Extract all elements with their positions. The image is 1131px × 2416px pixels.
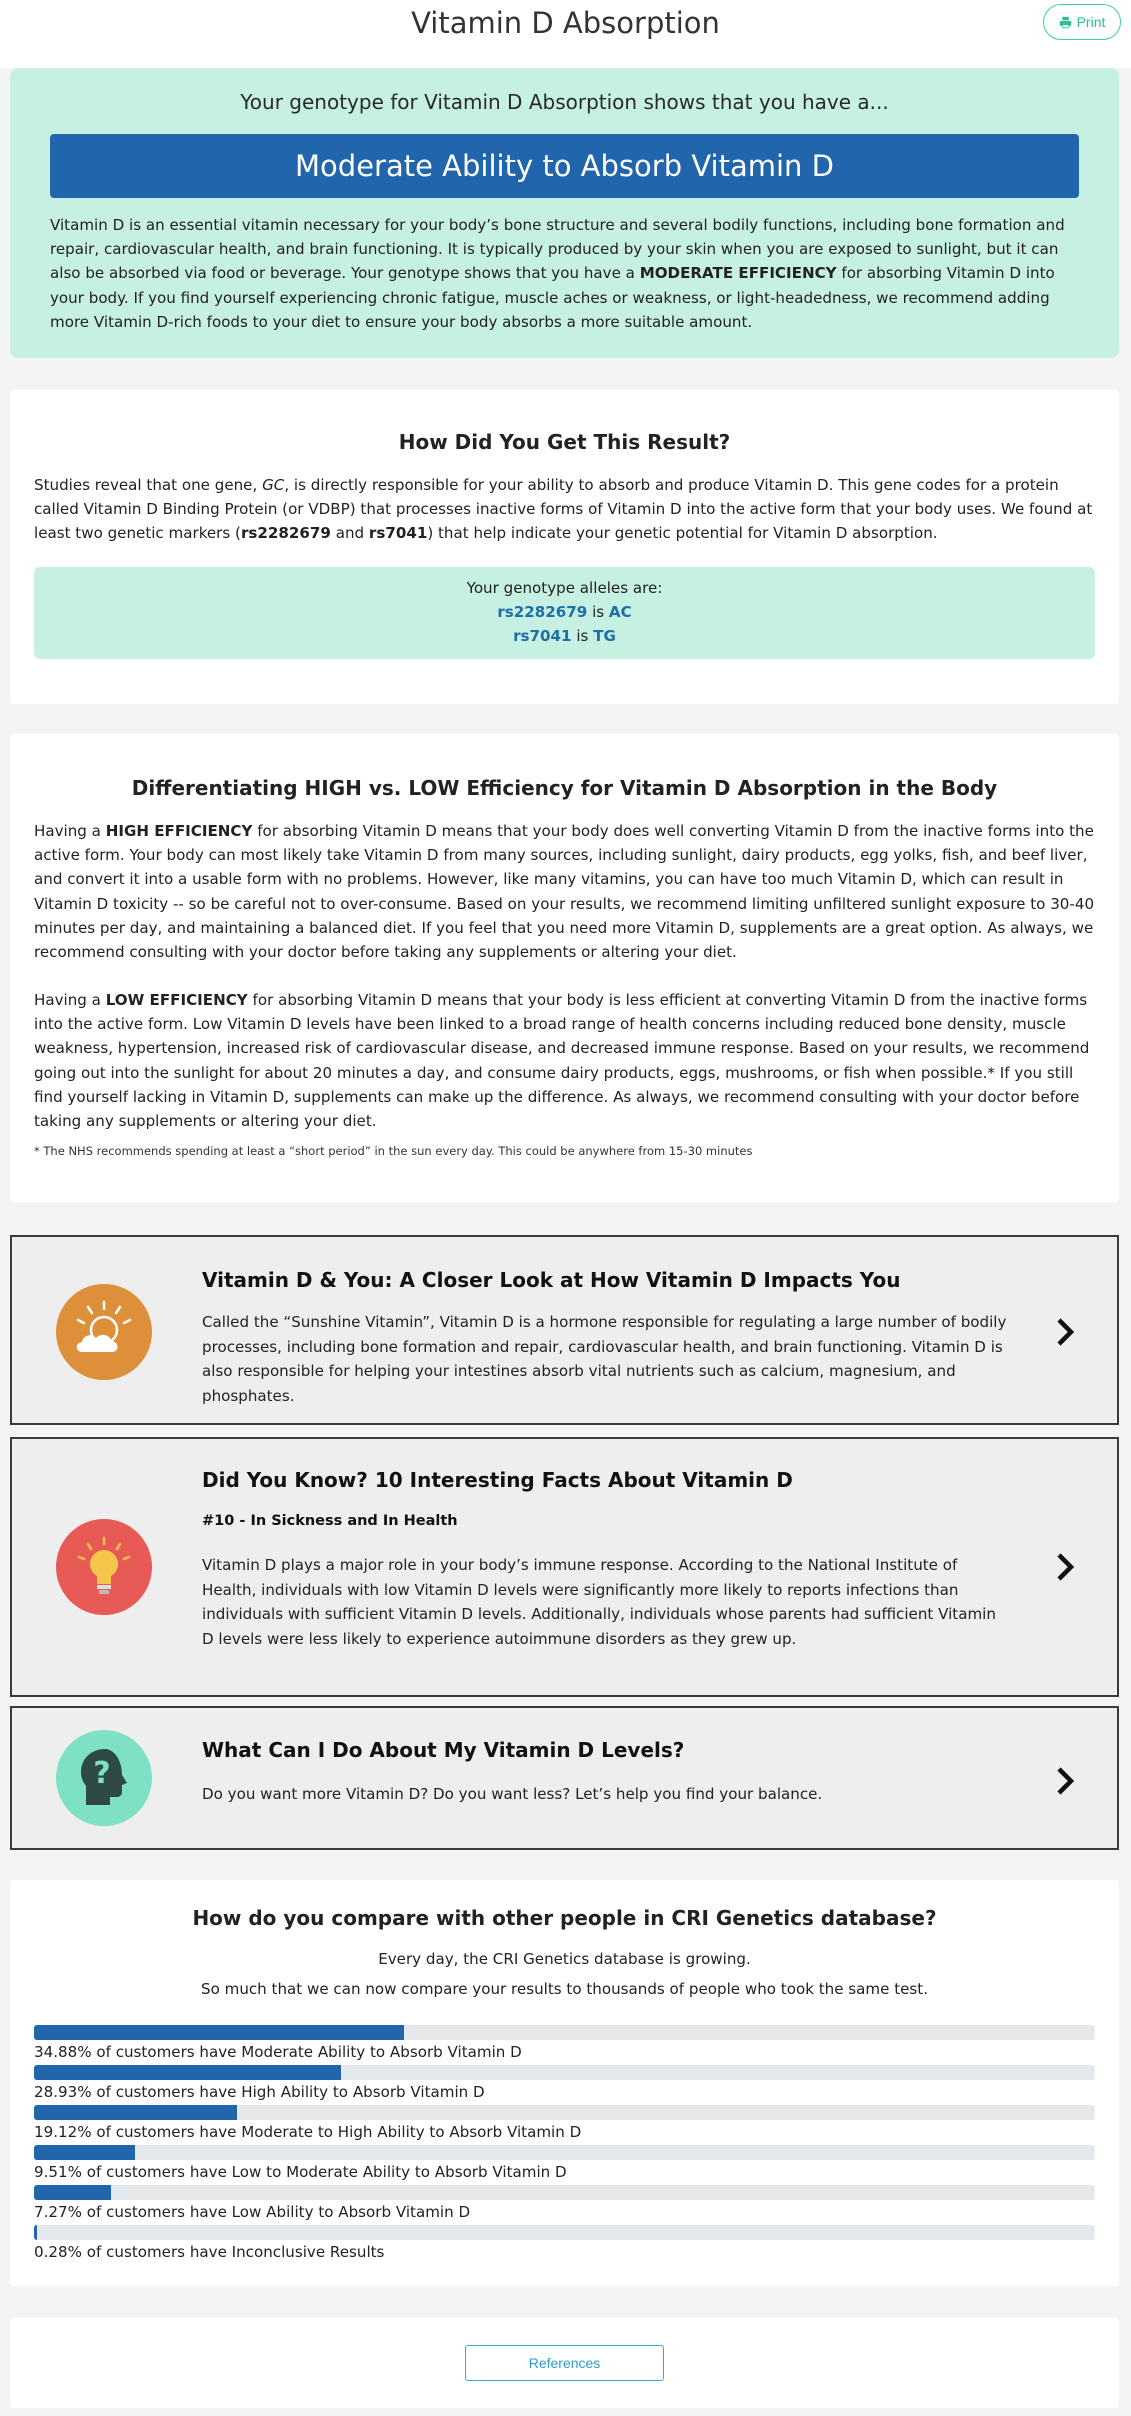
compare-section	[10, 1880, 1119, 2286]
result-banner: Moderate Ability to Absorb Vitamin D	[50, 134, 1079, 198]
print-label: Print	[1076, 14, 1106, 30]
allele-row: rs2282679 is AC	[497, 603, 632, 621]
stat-bar-fill	[34, 2065, 341, 2080]
efficiency-section	[10, 734, 1119, 1202]
info-card-vitamin-d-and-you[interactable]	[10, 1235, 1119, 1425]
how-title: How Did You Get This Result?	[398, 430, 731, 454]
compare-subtitle: Every day, the CRI Genetics database is growing.	[378, 1950, 751, 1968]
page-title: Vitamin D Absorption	[411, 6, 720, 40]
stat-row	[34, 2185, 1095, 2225]
stat-bar-track	[34, 2225, 1095, 2240]
stat-row	[34, 2145, 1095, 2185]
stat-bar-fill	[34, 2185, 111, 2200]
printer-icon	[1059, 16, 1072, 29]
stat-label: 34.88% of customers have Moderate Ability to Absorb Vitamin D	[34, 2043, 522, 2061]
result-summary	[10, 68, 1119, 358]
chevron-right-icon[interactable]	[1055, 1766, 1075, 1796]
compare-title: How do you compare with other people in CRI Genetics database?	[192, 1906, 937, 1930]
card-subtitle: #10 - In Sickness and In Health	[202, 1513, 458, 1529]
stat-bar-fill	[34, 2025, 404, 2040]
header	[0, 0, 1131, 68]
chevron-right-icon[interactable]	[1055, 1317, 1075, 1347]
chevron-right-icon[interactable]	[1055, 1552, 1075, 1582]
stat-bar-track	[34, 2025, 1095, 2040]
stat-label: 7.27% of customers have Low Ability to Absorb Vitamin D	[34, 2203, 471, 2221]
card-text: Do you want more Vitamin D? Do you want less? Let’s help you find your balance.	[202, 1785, 823, 1803]
stats-list	[34, 2025, 1095, 2265]
sun-cloud-icon	[56, 1284, 152, 1380]
stat-row	[34, 2225, 1095, 2265]
stat-bar-fill	[34, 2225, 37, 2240]
stat-row	[34, 2025, 1095, 2065]
stat-label: 0.28% of customers have Inconclusive Results	[34, 2243, 385, 2261]
svg-text:?: ?	[93, 1756, 111, 1791]
result-description: Vitamin D is an essential vitamin necessary for your body’s bone structure and several bodily functions, including bone formation and repair, cardiovascular health, and brain functioning. It is typically produced by your skin when you are exposed to sunlight, but it can also be absorbed via food or beverage. Your genotype shows that you have a MODERATE EFFICIENCY for absorbing Vitamin D into your body. If you find yourself experiencing chronic fatigue, muscle aches or weakness, or light-headedness, we recommend adding more Vitamin D-rich foods to your diet to ensure your body absorbs a more suitable amount.	[50, 216, 1065, 331]
card-text: Vitamin D plays a major role in your body’s immune response. According to the National Institute of Health, individuals with low Vitamin D levels were significantly more likely to reports infections than individuals with sufficient Vitamin D levels. Additionally, individuals whose parents had sufficient Vitamin D levels were less likely to experience autoimmune disorders as they grew up.	[202, 1556, 996, 1648]
result-intro: Your genotype for Vitamin D Absorption shows that you have a...	[240, 90, 889, 114]
stat-row	[34, 2105, 1095, 2145]
how-result-section	[10, 390, 1119, 704]
info-card-what-can-i-do[interactable]	[10, 1706, 1119, 1850]
card-title: What Can I Do About My Vitamin D Levels?	[202, 1738, 685, 1762]
stat-bar-track	[34, 2185, 1095, 2200]
allele-row: rs7041 is TG	[513, 627, 616, 645]
references-button[interactable]: References	[465, 2345, 664, 2381]
stat-bar-track	[34, 2145, 1095, 2160]
info-card-facts[interactable]	[10, 1437, 1119, 1697]
head-question-icon	[56, 1730, 152, 1826]
stat-bar-fill	[34, 2105, 237, 2120]
footnote: * The NHS recommends spending at least a “short period” in the sun every day. This could be anywhere from 15-30 minutes	[34, 1144, 753, 1158]
high-efficiency-paragraph: Having a HIGH EFFICIENCY for absorbing Vitamin D means that your body does well converting Vitamin D from the inactive forms into the active form. Your body can most likely take Vitamin D from many sources, including sunlight, dairy products, egg yolks, fish, and beef liver, and convert it into a usable form with no problems. However, like many vitamins, you can have too much Vitamin D, which can result in Vitamin D toxicity -- so be careful not to over-consume. Based on your results, we recommend limiting unfiltered sunlight exposure to 30-40 minutes per day, and maintaining a balanced diet. If you feel that you need more Vitamin D, supplements are a great option. As always, we recommend consulting with your doctor before taking any supplements or altering your diet.	[34, 822, 1095, 962]
stat-bar-track	[34, 2065, 1095, 2080]
alleles-heading: Your genotype alleles are:	[466, 579, 663, 597]
card-text: Called the “Sunshine Vitamin”, Vitamin D is a hormone responsible for regulating a large number of bodily processes, including bone formation and repair, cardiovascular health, and brain functioning. Vitamin D is also responsible for helping your intestines absorb vital nutrients such as calcium, magnesium, and phosphates.	[202, 1313, 1007, 1405]
low-efficiency-paragraph: Having a LOW EFFICIENCY for absorbing Vitamin D means that your body is less efficient at converting Vitamin D from the inactive forms into the active form. Low Vitamin D levels have been linked to a broad range of health concerns including reduced bone density, muscle weakness, hypertension, increased risk of cardiovascular disease, and decreased immune response. Based on your results, we recommend going out into the sunlight for about 20 minutes a day, and consume dairy products, eggs, mushrooms, or fish when possible.* If you still find yourself lacking in Vitamin D, supplements can make up the difference. As always, we recommend consulting with your doctor before taking any supplements or altering your diet.	[34, 991, 1090, 1131]
references-section	[10, 2318, 1119, 2408]
card-title: Vitamin D & You: A Closer Look at How Vitamin D Impacts You	[202, 1268, 901, 1292]
compare-subtitle: So much that we can now compare your results to thousands of people who took the same test.	[201, 1980, 928, 1998]
how-paragraph: Studies reveal that one gene, GC, is directly responsible for your ability to absorb and produce Vitamin D. This gene codes for a protein called Vitamin D Binding Protein (or VDBP) that processes inactive forms of Vitamin D into the active form that your body uses. We found at least two genetic markers (rs2282679 and rs7041) that help indicate your genetic potential for Vitamin D absorption.	[34, 476, 1093, 543]
stat-bar-track	[34, 2105, 1095, 2120]
stat-row	[34, 2065, 1095, 2105]
lightbulb-icon	[56, 1519, 152, 1615]
alleles-box	[34, 567, 1095, 659]
stat-label: 19.12% of customers have Moderate to High Ability to Absorb Vitamin D	[34, 2123, 582, 2141]
print-button[interactable]	[1043, 4, 1121, 40]
stat-label: 9.51% of customers have Low to Moderate Ability to Absorb Vitamin D	[34, 2163, 567, 2181]
efficiency-title: Differentiating HIGH vs. LOW Efficiency for Vitamin D Absorption in the Body	[131, 776, 998, 800]
card-title: Did You Know? 10 Interesting Facts About Vitamin D	[202, 1468, 793, 1492]
stat-bar-fill	[34, 2145, 135, 2160]
stat-label: 28.93% of customers have High Ability to Absorb Vitamin D	[34, 2083, 485, 2101]
